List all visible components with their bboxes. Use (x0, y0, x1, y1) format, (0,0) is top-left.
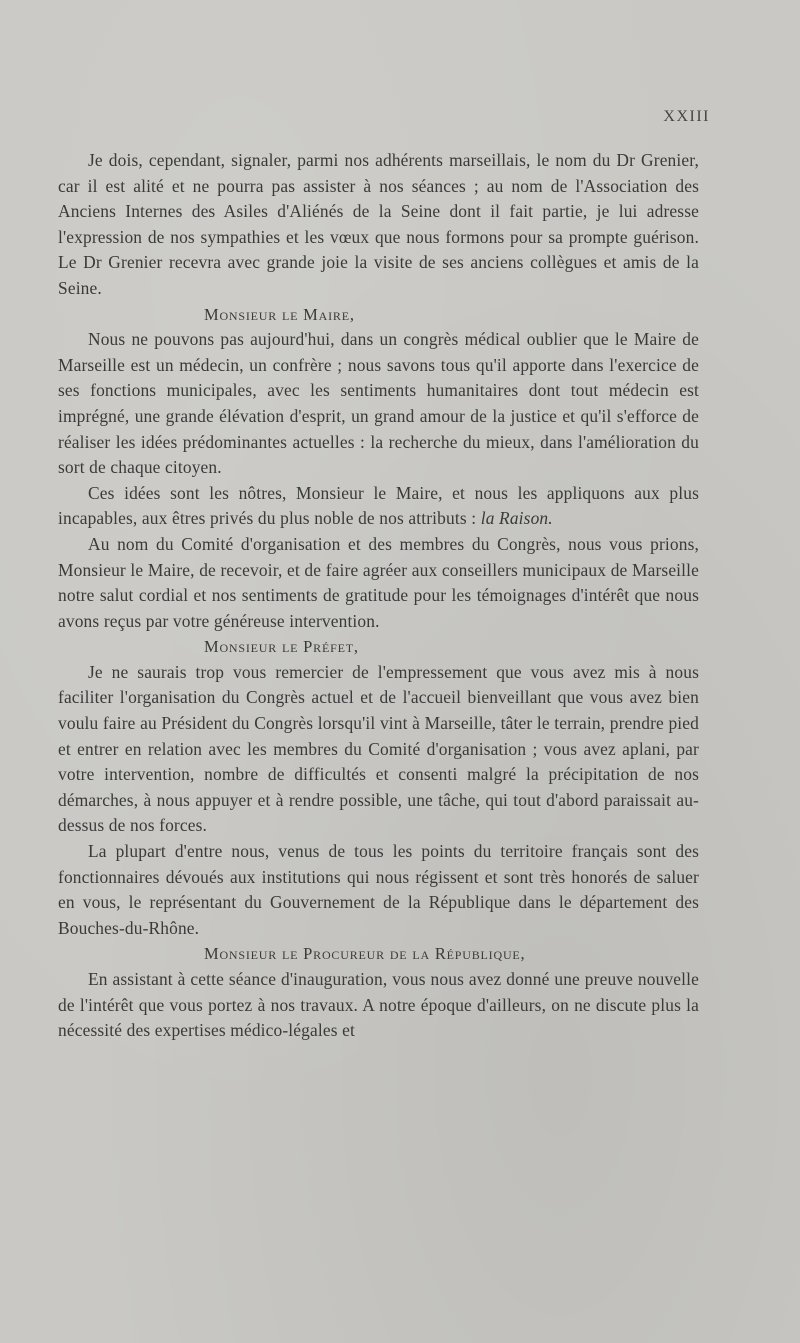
paragraph-prefet-remerciement: Je ne saurais trop vous remercier de l'empressement que vous avez mis à nous faciliter l'organisation du Congrès actuel et de l'accueil bienveillant que vous avez bien voulu faire au Président du Congrès lorsqu'il vint à Marseille, tâter le terrain, prendre pied et entrer en relation avec les membres du Comité d'organisation ; vous avez aplani, par votre intervention, nombre de difficultés et consenti malgré la précipitation de nos démarches, à nous appuyer et à rendre possible, une tâche, qui tout d'abord paraissait au-dessus de nos forces. (58, 661, 699, 836)
heading-prefet: Monsieur le Préfet, (204, 637, 359, 657)
paragraph-comite: Au nom du Comité d'organisation et des membres du Congrès, nous vous prions, Monsieur le Maire, de recevoir, et de faire agréer aux conseillers municipaux de Marseille notre salut cordial et nos sentiments de gratitude pour les témoignages d'intérêt que nous avons reçus par votre généreuse intervention. (58, 533, 699, 631)
paragraph-idees (58, 481, 699, 532)
page-number: XXIII (663, 108, 710, 125)
paragraph-fonctionnaires: La plupart d'entre nous, venus de tous les points du territoire français sont des fonctionnaires dévoués aux institutions qui nous régissent et sont très honorés de saluer en vous, le représentant du Gouvernement de la République dans le département des Bouches-du-Rhône. (58, 841, 699, 938)
body-text (58, 148, 699, 1044)
heading-procureur: Monsieur le Procureur de la République, (204, 944, 526, 964)
paragraph-maire-medecin: Nous ne pouvons pas aujourd'hui, dans un congrès médical oublier que le Maire de Marseille est un médecin, un confrère ; nous savons tous qu'il apporte dans l'exercice de ses fonctions municipales, avec les sentiments humanitaires dont tout médecin est imprégné, une grande élévation d'esprit, un grand amour de la justice et qu'il s'efforce de réaliser les idées prédominantes actuelles : la recherche du mieux, dans l'amélioration du sort de chaque citoyen. (58, 329, 699, 478)
paragraph-grenier: Je dois, cependant, signaler, parmi nos adhérents marseillais, le nom du Dr Grenier, car il est alité et ne pourra pas assister à nos séances ; au nom de l'Association des Anciens Internes des Asiles d'Aliénés de la Seine dont il fait partie, je lui adresse l'expression de nos sympathies et les vœux que nous formons pour sa prompte guérison. Le Dr Grenier recevra avec grande joie la visite de ses anciens collègues et amis de la Seine. (58, 150, 699, 298)
heading-maire: Monsieur le Maire, (204, 304, 355, 324)
paragraph-idees-text: Ces idées sont les nôtres, Monsieur le Maire, et nous les appliquons aux plus incapables, aux êtres privés du plus noble de nos attributs : (58, 482, 699, 529)
paragraph-procureur: En assistant à cette séance d'inauguration, vous nous avez donné une preuve nouvelle de l'intérêt que vous portez à nos travaux. A notre époque d'ailleurs, on ne discute plus la nécessité des expertises médico-légales et (58, 969, 699, 1041)
paragraph-idees-italic: la Raison. (480, 508, 553, 529)
